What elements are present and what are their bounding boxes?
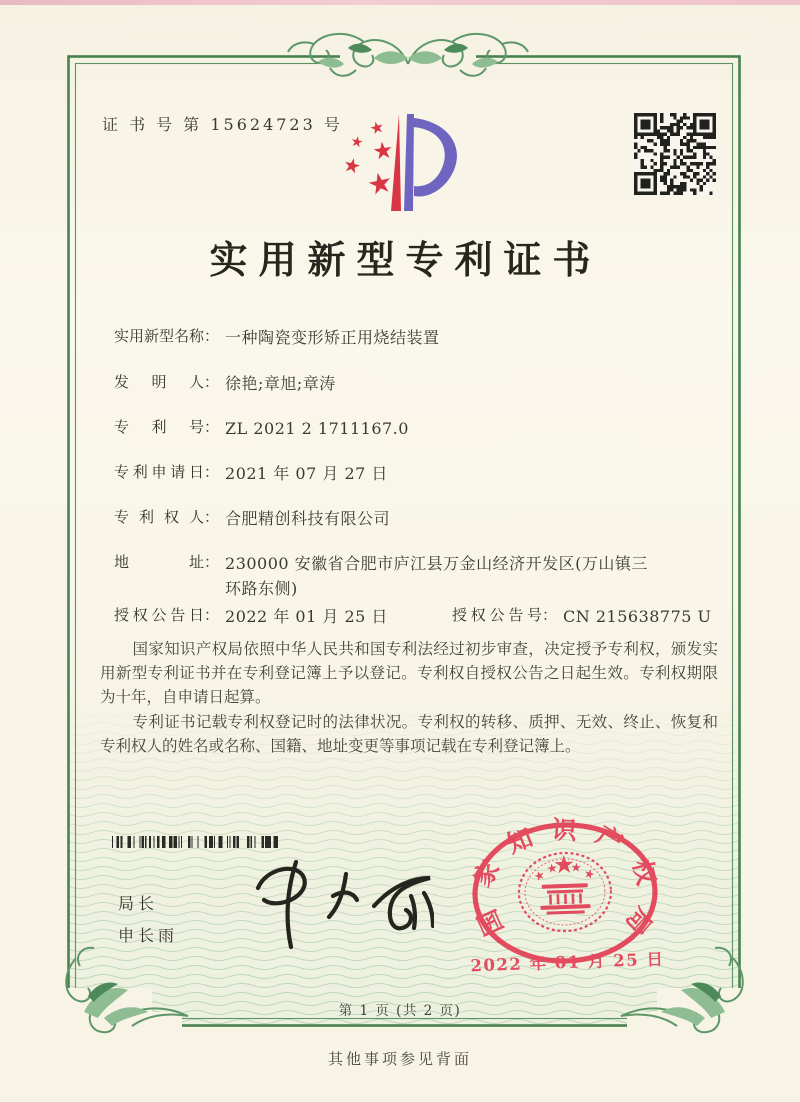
field-label: 授权公告日 — [114, 606, 204, 624]
field-value: 一种陶瓷变形矫正用烧结装置 — [225, 328, 440, 347]
field-row-utility-name: 实用新型名称 ： 一种陶瓷变形矫正用烧结装置 — [114, 325, 440, 350]
page-number: 第 1 页 (共 2 页) — [338, 1003, 462, 1019]
field-value: ZL 2021 2 1711167.0 — [225, 419, 409, 438]
field-row-address: 地址 ： 230000 安徽省合肥市庐江县万金山经济开发区(万山镇三环路东侧) — [114, 551, 649, 601]
cnipa-logo-icon — [330, 110, 480, 218]
body-paragraph: 专利证书记载专利权登记时的法律状况。专利权的转移、质押、无效、终止、恢复和专利权人的姓名或名称、国籍、地址变更等事项记载在专利登记簿上。 — [100, 712, 718, 755]
field-label: 专利号 — [114, 418, 204, 436]
field-row-patent-number: 专利号 ： ZL 2021 2 1711167.0 — [114, 416, 409, 441]
certificate-title: 实用新型专利证书 — [209, 237, 602, 282]
seal-date: 2022 年 01 月 25 日 — [470, 949, 665, 976]
field-row-patentee: 专利权人 ： 合肥精创科技有限公司 — [114, 506, 390, 531]
field-label: 发明人 — [114, 373, 204, 391]
back-note: 其他事项参见背面 — [327, 1050, 472, 1068]
seal-org-text: 国家知识产权局 — [465, 815, 666, 953]
field-row-grant-date: 授权公告日 ： 2022 年 01 月 25 日 — [114, 604, 388, 629]
field-label: 地址 — [114, 553, 204, 571]
official-seal — [458, 798, 674, 998]
field-row-inventor: 发明人 ： 徐艳;章旭;章涛 — [114, 371, 336, 396]
body-paragraphs — [100, 637, 718, 758]
field-row-filing-date: 专利申请日 ： 2021 年 07 月 27 日 — [114, 461, 388, 486]
barcode — [112, 836, 278, 848]
signer-name: 申长雨 — [118, 926, 179, 945]
field-value: 2021 年 07 月 27 日 — [225, 464, 388, 483]
field-value: 徐艳;章旭;章涛 — [225, 374, 336, 393]
national-emblem-icon — [518, 851, 613, 932]
field-label: 专利权人 — [114, 508, 204, 526]
field-value: 230000 安徽省合肥市庐江县万金山经济开发区(万山镇三环路东侧) — [225, 554, 648, 598]
body-paragraph: 国家知识产权局依照中华人民共和国专利法经过初步审查，决定授予专利权，颁发实用新型专利证书并在专利登记簿上予以登记。专利权自授权公告之日起生效。专利权期限为十年，自申请日起算。 — [100, 640, 718, 707]
field-value: 2022 年 01 月 25 日 — [225, 607, 388, 626]
field-value: 合肥精创科技有限公司 — [225, 509, 391, 528]
certificate-number: 证 书 号 第 15624723 号 — [102, 115, 343, 134]
signature-autograph — [234, 852, 434, 957]
qr-code — [634, 113, 716, 195]
field-label: 专利申请日 — [114, 463, 204, 481]
signer-title: 局长 — [118, 894, 159, 913]
field-row-grant-number: 授权公告号 ： CN 215638775 U — [452, 604, 712, 629]
field-label: 实用新型名称 — [114, 327, 205, 345]
field-label: 授权公告号 — [452, 606, 542, 624]
field-value: CN 215638775 U — [563, 607, 712, 626]
